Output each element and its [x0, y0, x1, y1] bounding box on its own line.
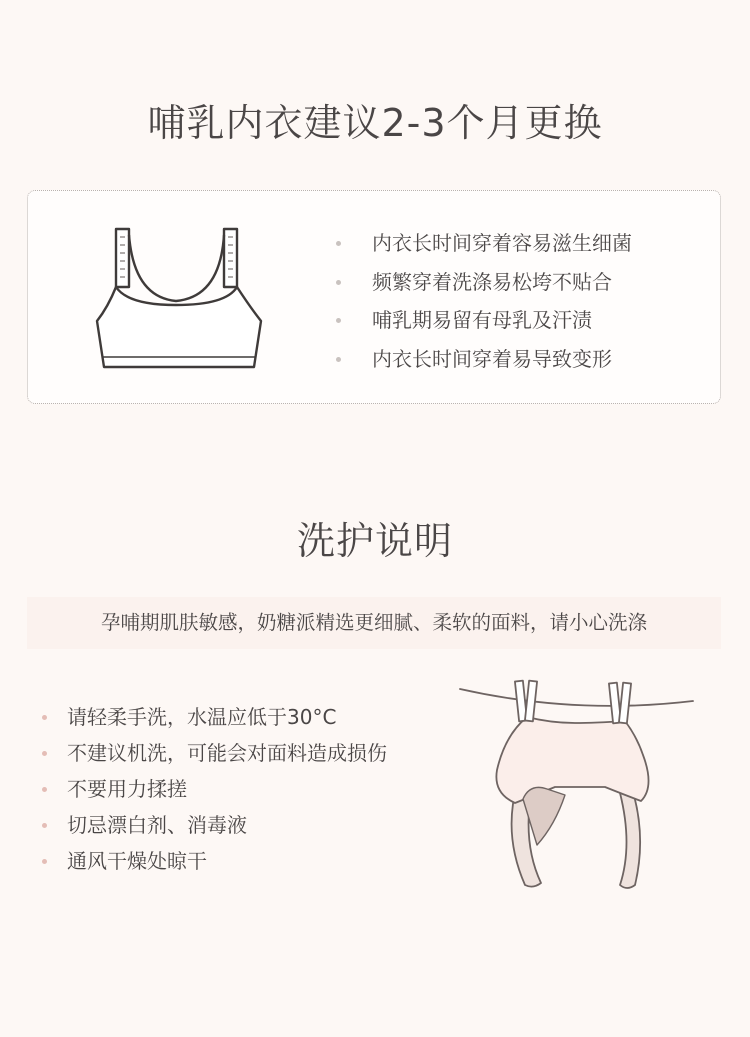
bullet-dot: [42, 715, 47, 720]
bullet-dot: [42, 859, 47, 864]
list-item: 切忌漂白剂、消毒液: [42, 812, 387, 848]
bullet-dot: [42, 823, 47, 828]
list-item: 不要用力揉搓: [42, 776, 387, 812]
list-item: 请轻柔手洗，水温应低于30°C: [42, 704, 387, 740]
bullet-dot: [336, 357, 341, 362]
bullet-dot: [42, 751, 47, 756]
replace-reasons-card: [27, 190, 721, 404]
list-item: 通风干燥处晾干: [42, 848, 387, 884]
care-intro-banner: 孕哺期肌肤敏感，奶糖派精选更细腻、柔软的面料，请小心洗涤: [27, 597, 721, 649]
list-item: 频繁穿着洗涤易松垮不贴合: [336, 268, 632, 307]
bullet-dot: [336, 280, 341, 285]
care-title: 洗护说明: [296, 519, 453, 563]
hanging-bra-icon: [455, 675, 700, 900]
care-instructions-list: [42, 704, 387, 884]
replace-title: 哺乳内衣建议2-3个月更换: [147, 101, 603, 145]
list-item: 内衣长时间穿着容易滋生细菌: [336, 229, 632, 268]
list-item: 哺乳期易留有母乳及汗渍: [336, 306, 632, 345]
list-item: 内衣长时间穿着易导致变形: [336, 345, 632, 384]
nursing-bra-icon: [94, 225, 264, 369]
bullet-dot: [336, 241, 341, 246]
bullet-dot: [336, 318, 341, 323]
list-item: 不建议机洗，可能会对面料造成损伤: [42, 740, 387, 776]
bullet-dot: [42, 787, 47, 792]
replace-reasons-list: [336, 229, 632, 383]
